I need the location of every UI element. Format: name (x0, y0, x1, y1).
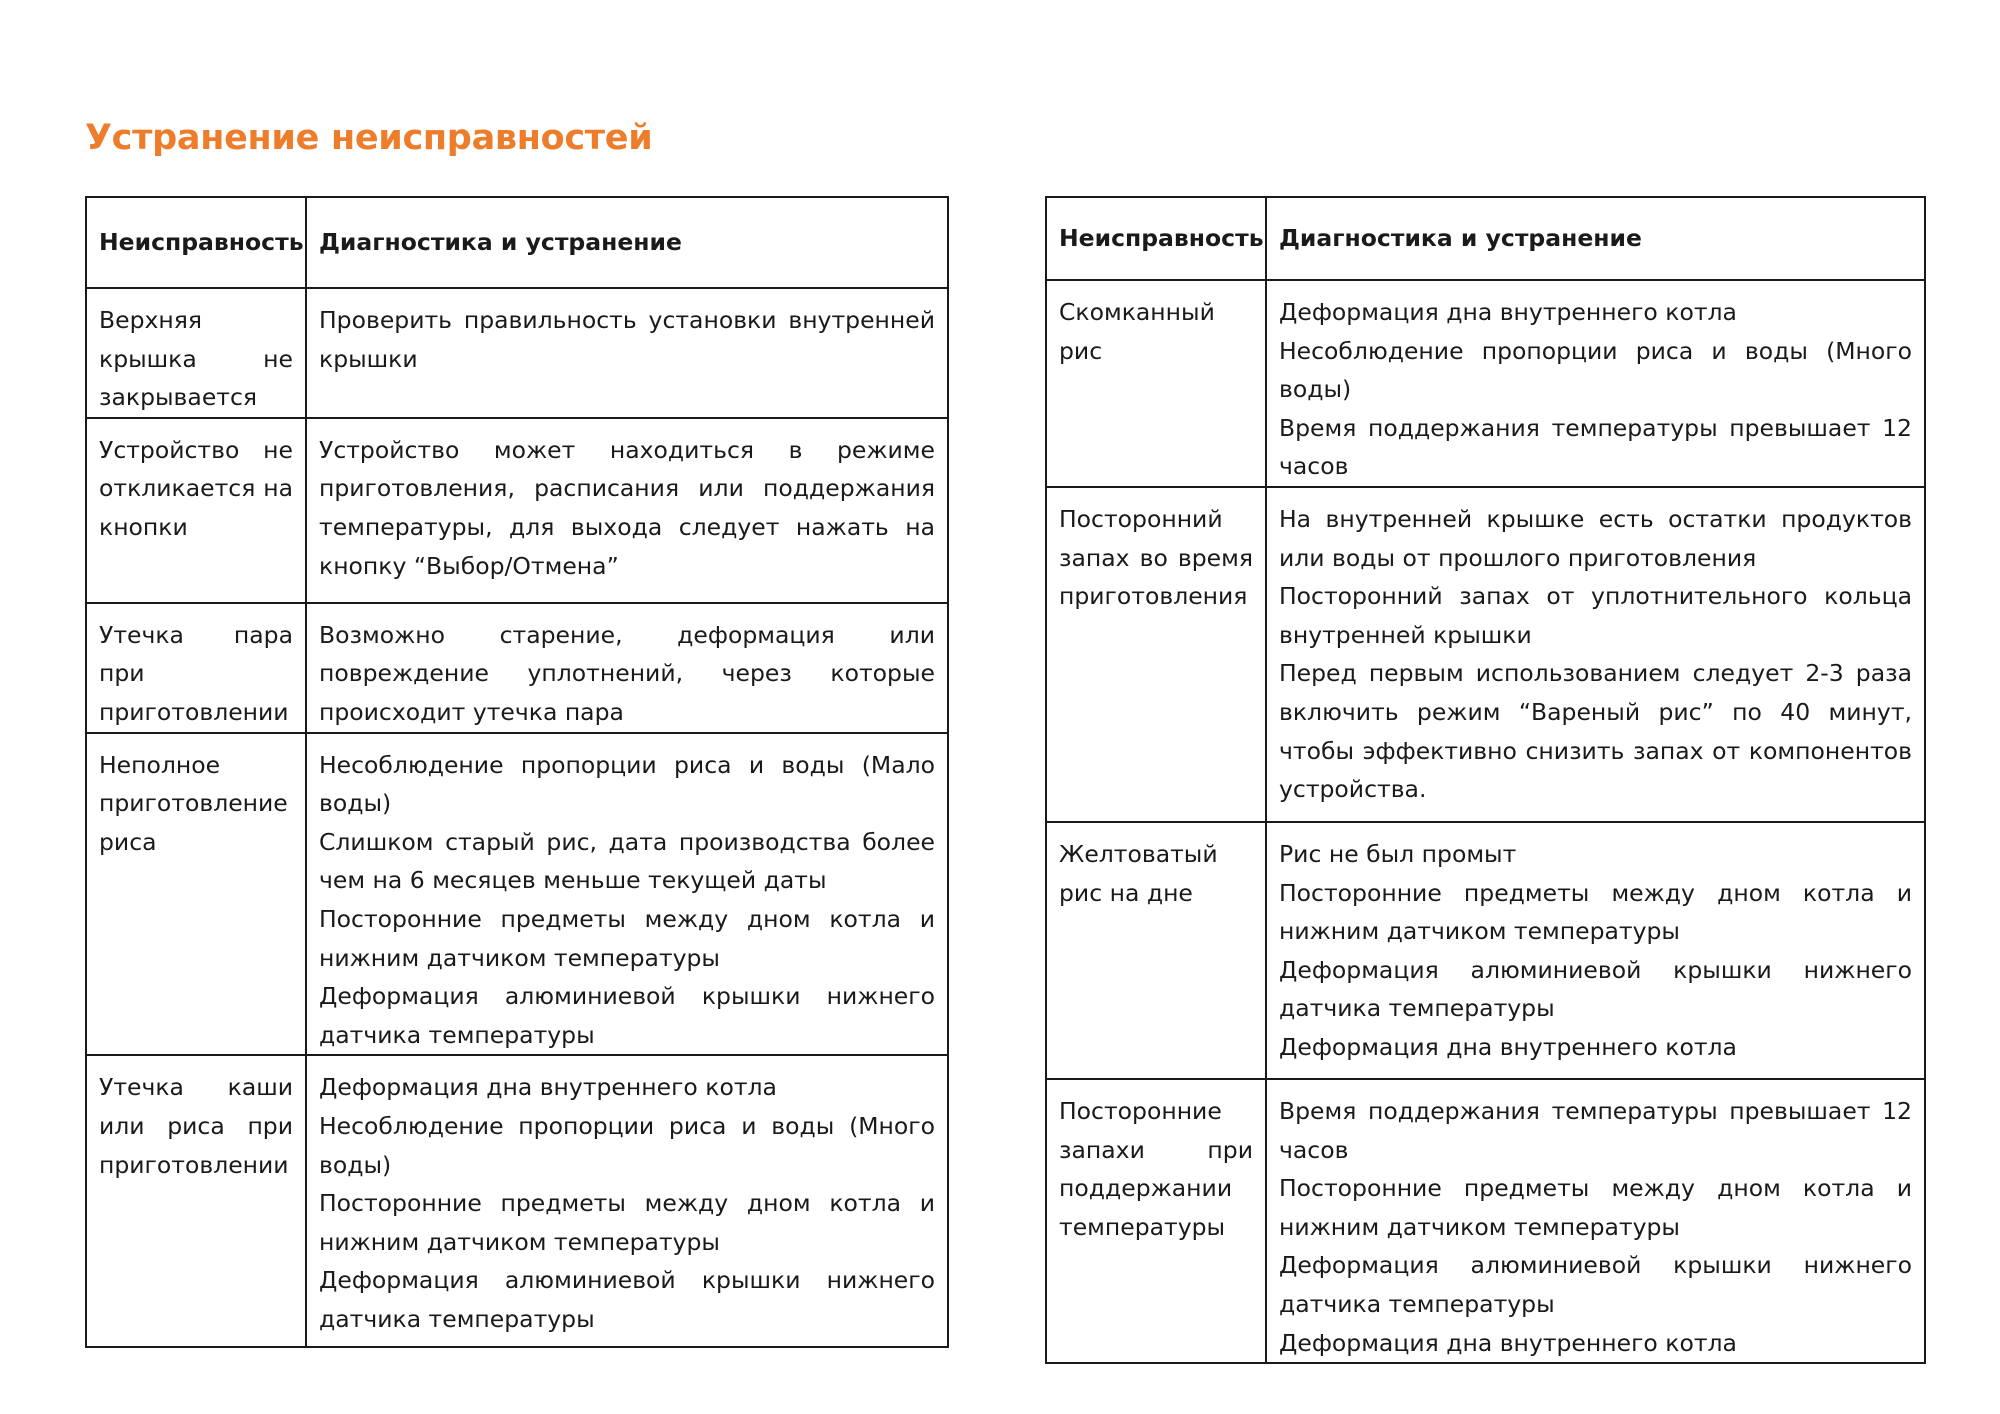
solution-cell (1266, 280, 1925, 487)
troubleshooting-table-left (85, 196, 949, 1348)
problem-cell: Желтоватый рис на дне (1046, 822, 1266, 1079)
table-row (86, 1055, 948, 1347)
solution-line: Несоблюдение пропорции риса и воды (Много воды) (319, 1111, 935, 1179)
header-problem: Неисправность (86, 197, 306, 288)
solution-line: Рис не был промыт (1279, 839, 1517, 868)
table-row (86, 418, 948, 603)
problem-cell: Посторонние запахи при поддержании температуры (1046, 1079, 1266, 1363)
table-row (1046, 487, 1925, 822)
solution-line: Посторонние предметы между дном котла и нижним датчиком температуры (319, 904, 935, 972)
solution-line: Посторонние предметы между дном котла и нижним датчиком температуры (1279, 878, 1912, 946)
solution-line: Деформация алюминиевой крышки нижнего датчика температуры (1279, 1251, 1912, 1318)
table-header-row (86, 197, 948, 288)
table-header-row (1046, 197, 1925, 280)
solution-line: Деформация алюминиевой крышки нижнего датчика температуры (1279, 955, 1912, 1023)
solution-line: Проверить правильность установки внутренней крышки (319, 306, 935, 373)
solution-cell (306, 603, 948, 733)
solution-line: Деформация дна внутреннего котла (319, 1073, 777, 1102)
solution-line: Деформация алюминиевой крышки нижнего датчика температуры (319, 982, 935, 1049)
problem-cell: Устройство не откликается на кнопки (86, 418, 306, 603)
solution-line: На внутренней крышке есть остатки продуктов или воды от прошлого приготовления (1279, 504, 1912, 572)
solution-cell (1266, 822, 1925, 1079)
solution-line: Деформация дна внутреннего котла (1279, 1032, 1737, 1061)
problem-cell: Верхняя крышка не закрывается (86, 288, 306, 418)
solution-line: Несоблюдение пропорции риса и воды (Много воды) (1279, 336, 1912, 404)
table-row (1046, 1079, 1925, 1363)
solution-cell (1266, 487, 1925, 822)
solution-line: Слишком старый рис, дата производства более чем на 6 месяцев меньше текущей даты (319, 827, 935, 895)
solution-line: Посторонние предметы между дном котла и нижним датчиком температуры (319, 1189, 935, 1256)
problem-cell: Утечка каши или риса при приготовлении (86, 1055, 306, 1347)
solution-cell (306, 1055, 948, 1347)
problem-cell: Неполное приготовление риса (86, 733, 306, 1056)
solution-line: Деформация алюминиевой крышки нижнего датчика температуры (319, 1266, 935, 1333)
solution-cell (306, 733, 948, 1056)
solution-cell (306, 288, 948, 418)
solution-line: Перед первым использованием следует 2-3 раза включить режим “Вареный рис” по 40 минут, чтобы эффективно снизить запах от компонентов устройства. (1279, 659, 1912, 804)
header-problem: Неисправность (1046, 197, 1266, 280)
solution-line: Посторонний запах от уплотнительного кольца внутренней крышки (1279, 582, 1912, 649)
solution-line: Устройство может находиться в режиме приготовления, расписания или поддержания температуры, для выхода следует нажать на кнопку “Выбор/Отмена” (319, 435, 935, 580)
header-solution: Диагностика и устранение (306, 197, 948, 288)
solution-line: Деформация дна внутреннего котла (1279, 298, 1737, 326)
header-solution: Диагностика и устранение (1266, 197, 1925, 280)
solution-cell (306, 418, 948, 603)
problem-cell: Утечка пара при приготовлении (86, 603, 306, 733)
solution-line: Несоблюдение пропорции риса и воды (Мало воды) (319, 750, 935, 818)
solution-line: Время поддержания температуры превышает 12 часов (1279, 413, 1912, 481)
solution-line: Возможно старение, деформация или повреждение уплотнений, через которые происходит утечка пара (319, 620, 935, 726)
problem-cell: Посторонний запах во время приготовления (1046, 487, 1266, 822)
page-title: Устранение неисправностей (85, 118, 653, 158)
table-row (1046, 822, 1925, 1079)
table-row (86, 603, 948, 733)
solution-line: Время поддержания температуры превышает 12 часов (1279, 1096, 1912, 1164)
solution-line: Посторонние предметы между дном котла и нижним датчиком температуры (1279, 1174, 1912, 1241)
solution-cell (1266, 1079, 1925, 1363)
solution-line: Деформация дна внутреннего котла (1279, 1328, 1737, 1357)
troubleshooting-table-right (1045, 196, 1926, 1364)
table-row (86, 733, 948, 1056)
problem-cell: Скомканный рис (1046, 280, 1266, 487)
table-row (86, 288, 948, 418)
table-row (1046, 280, 1925, 487)
